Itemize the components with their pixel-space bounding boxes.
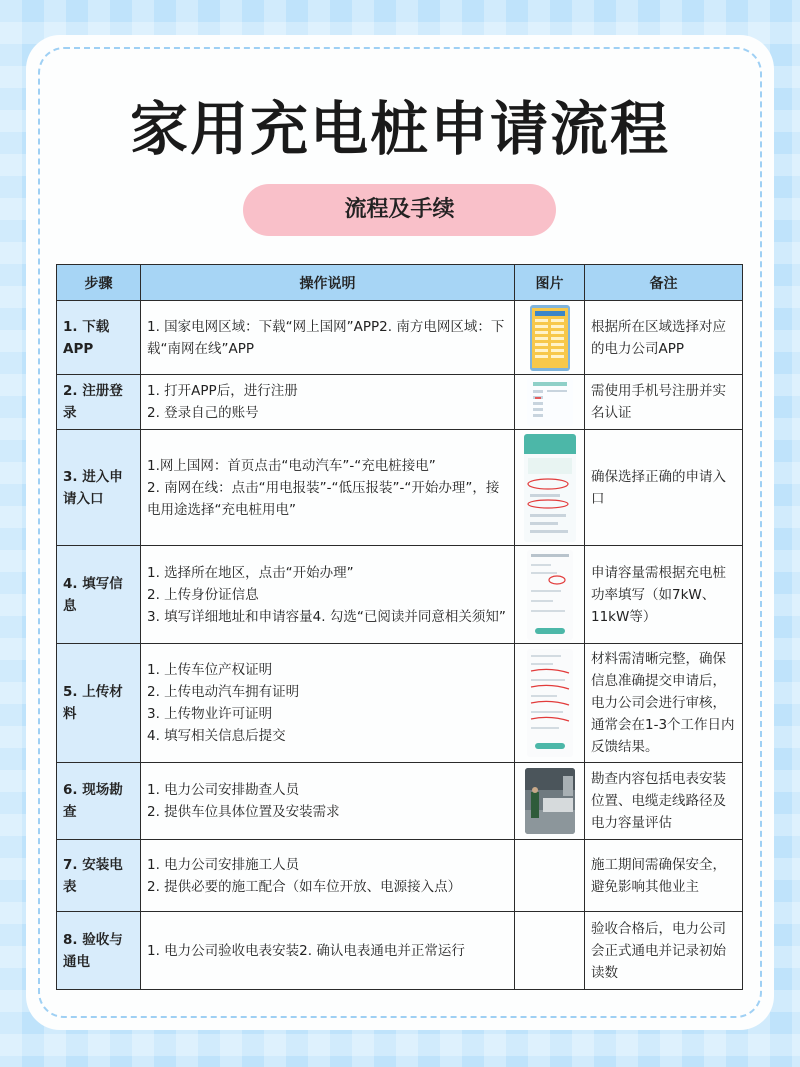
picture-cell — [515, 644, 585, 763]
picture-cell — [515, 375, 585, 430]
description-cell — [141, 763, 515, 840]
description-line: 1. 电力公司安排勘查人员 — [147, 782, 300, 798]
description-line: 2. 上传电动汽车拥有证明 — [147, 684, 300, 700]
description-line: 1. 电力公司验收电表安装2. 确认电表通电并正常运行 — [147, 942, 465, 959]
site-photo-icon — [525, 768, 575, 834]
app-screenshot-icon — [530, 305, 570, 371]
note-cell: 确保选择正确的申请入口 — [585, 430, 743, 546]
description-line: 1. 打开APP后，进行注册 — [147, 383, 298, 399]
note-cell: 需使用手机号注册并实名认证 — [585, 375, 743, 430]
description-cell — [141, 644, 515, 763]
step-cell: 5. 上传材料 — [57, 644, 141, 763]
note-cell: 施工期间需确保安全，避免影响其他业主 — [585, 840, 743, 912]
form-screenshot-icon — [527, 550, 573, 640]
section-subtitle: 流程及手续 — [243, 184, 556, 236]
description-cell — [141, 430, 515, 546]
note-cell: 根据所在区域选择对应的电力公司APP — [585, 301, 743, 375]
description-cell — [141, 301, 515, 375]
table-row — [57, 546, 743, 644]
table-row — [57, 644, 743, 763]
description-line: 1. 电力公司安排施工人员 — [147, 856, 300, 873]
description-line: 2. 提供车位具体位置及安装需求 — [147, 804, 340, 820]
picture-cell — [515, 546, 585, 644]
table-row — [57, 840, 743, 912]
page-title: 家用充电桩申请流程 — [129, 95, 670, 163]
description-line: 1. 上传车位产权证明 — [147, 662, 273, 678]
note-cell: 材料需清晰完整，确保信息准确提交申请后，电力公司会进行审核，通常会在1-3个工作日内反馈结果。 — [585, 644, 743, 763]
description-line: 2. 上传身份证信息 — [147, 586, 259, 603]
note-cell: 验收合格后，电力公司会正式通电并记录初始读数 — [585, 912, 743, 990]
process-table — [56, 264, 743, 990]
header-picture: 图片 — [515, 265, 585, 301]
description-line: 2. 提供必要的施工配合（如车位开放、电源接入点） — [147, 878, 462, 895]
description-line: 2. 登录自己的账号 — [147, 405, 259, 421]
picture-cell — [515, 763, 585, 840]
table-row — [57, 430, 743, 546]
description-cell — [141, 840, 515, 912]
header-note: 备注 — [585, 265, 743, 301]
description-line: 3. 填写详细地址和申请容量4. 勾选“已阅读并同意相关须知” — [147, 608, 506, 625]
picture-cell-empty — [515, 912, 585, 990]
table-header-row — [57, 265, 743, 301]
step-cell: 3. 进入申请入口 — [57, 430, 141, 546]
step-cell: 8. 验收与通电 — [57, 912, 141, 990]
description-cell — [141, 912, 515, 990]
description-cell — [141, 375, 515, 430]
table-row — [57, 912, 743, 990]
step-cell: 4. 填写信息 — [57, 546, 141, 644]
description-line: 4. 填写相关信息后提交 — [147, 728, 286, 744]
entry-screenshot-icon — [524, 434, 576, 542]
description-line: 1.网上国网：首页点击“电动汽车”-“充电桩接电” — [147, 457, 436, 474]
picture-cell — [515, 301, 585, 375]
picture-cell — [515, 430, 585, 546]
description-line: 1. 国家电网区域：下载“网上国网”APP2. 南方电网区域：下载“南网在线”APP — [147, 318, 505, 357]
note-cell: 勘查内容包括电表安装位置、电缆走线路径及电力容量评估 — [585, 763, 743, 840]
description-line: 1. 选择所在地区，点击“开始办理” — [147, 564, 354, 581]
table-row — [57, 301, 743, 375]
step-cell: 1. 下载 APP — [57, 301, 141, 375]
description-cell — [141, 546, 515, 644]
picture-cell-empty — [515, 840, 585, 912]
step-cell: 7. 安装电表 — [57, 840, 141, 912]
header-step: 步骤 — [57, 265, 141, 301]
upload-screenshot-icon — [527, 649, 573, 757]
login-screenshot-icon — [527, 378, 573, 426]
step-cell: 6. 现场勘查 — [57, 763, 141, 840]
table-row — [57, 763, 743, 840]
header-description: 操作说明 — [141, 265, 515, 301]
note-cell: 申请容量需根据充电桩功率填写（如7kW、11kW等） — [585, 546, 743, 644]
step-cell: 2. 注册登录 — [57, 375, 141, 430]
description-line: 3. 上传物业许可证明 — [147, 706, 273, 722]
description-line: 2. 南网在线：点击“用电报装”-“低压报装”-“开始办理”，接电用途选择“充电桩用电” — [147, 479, 500, 518]
table-row — [57, 375, 743, 430]
